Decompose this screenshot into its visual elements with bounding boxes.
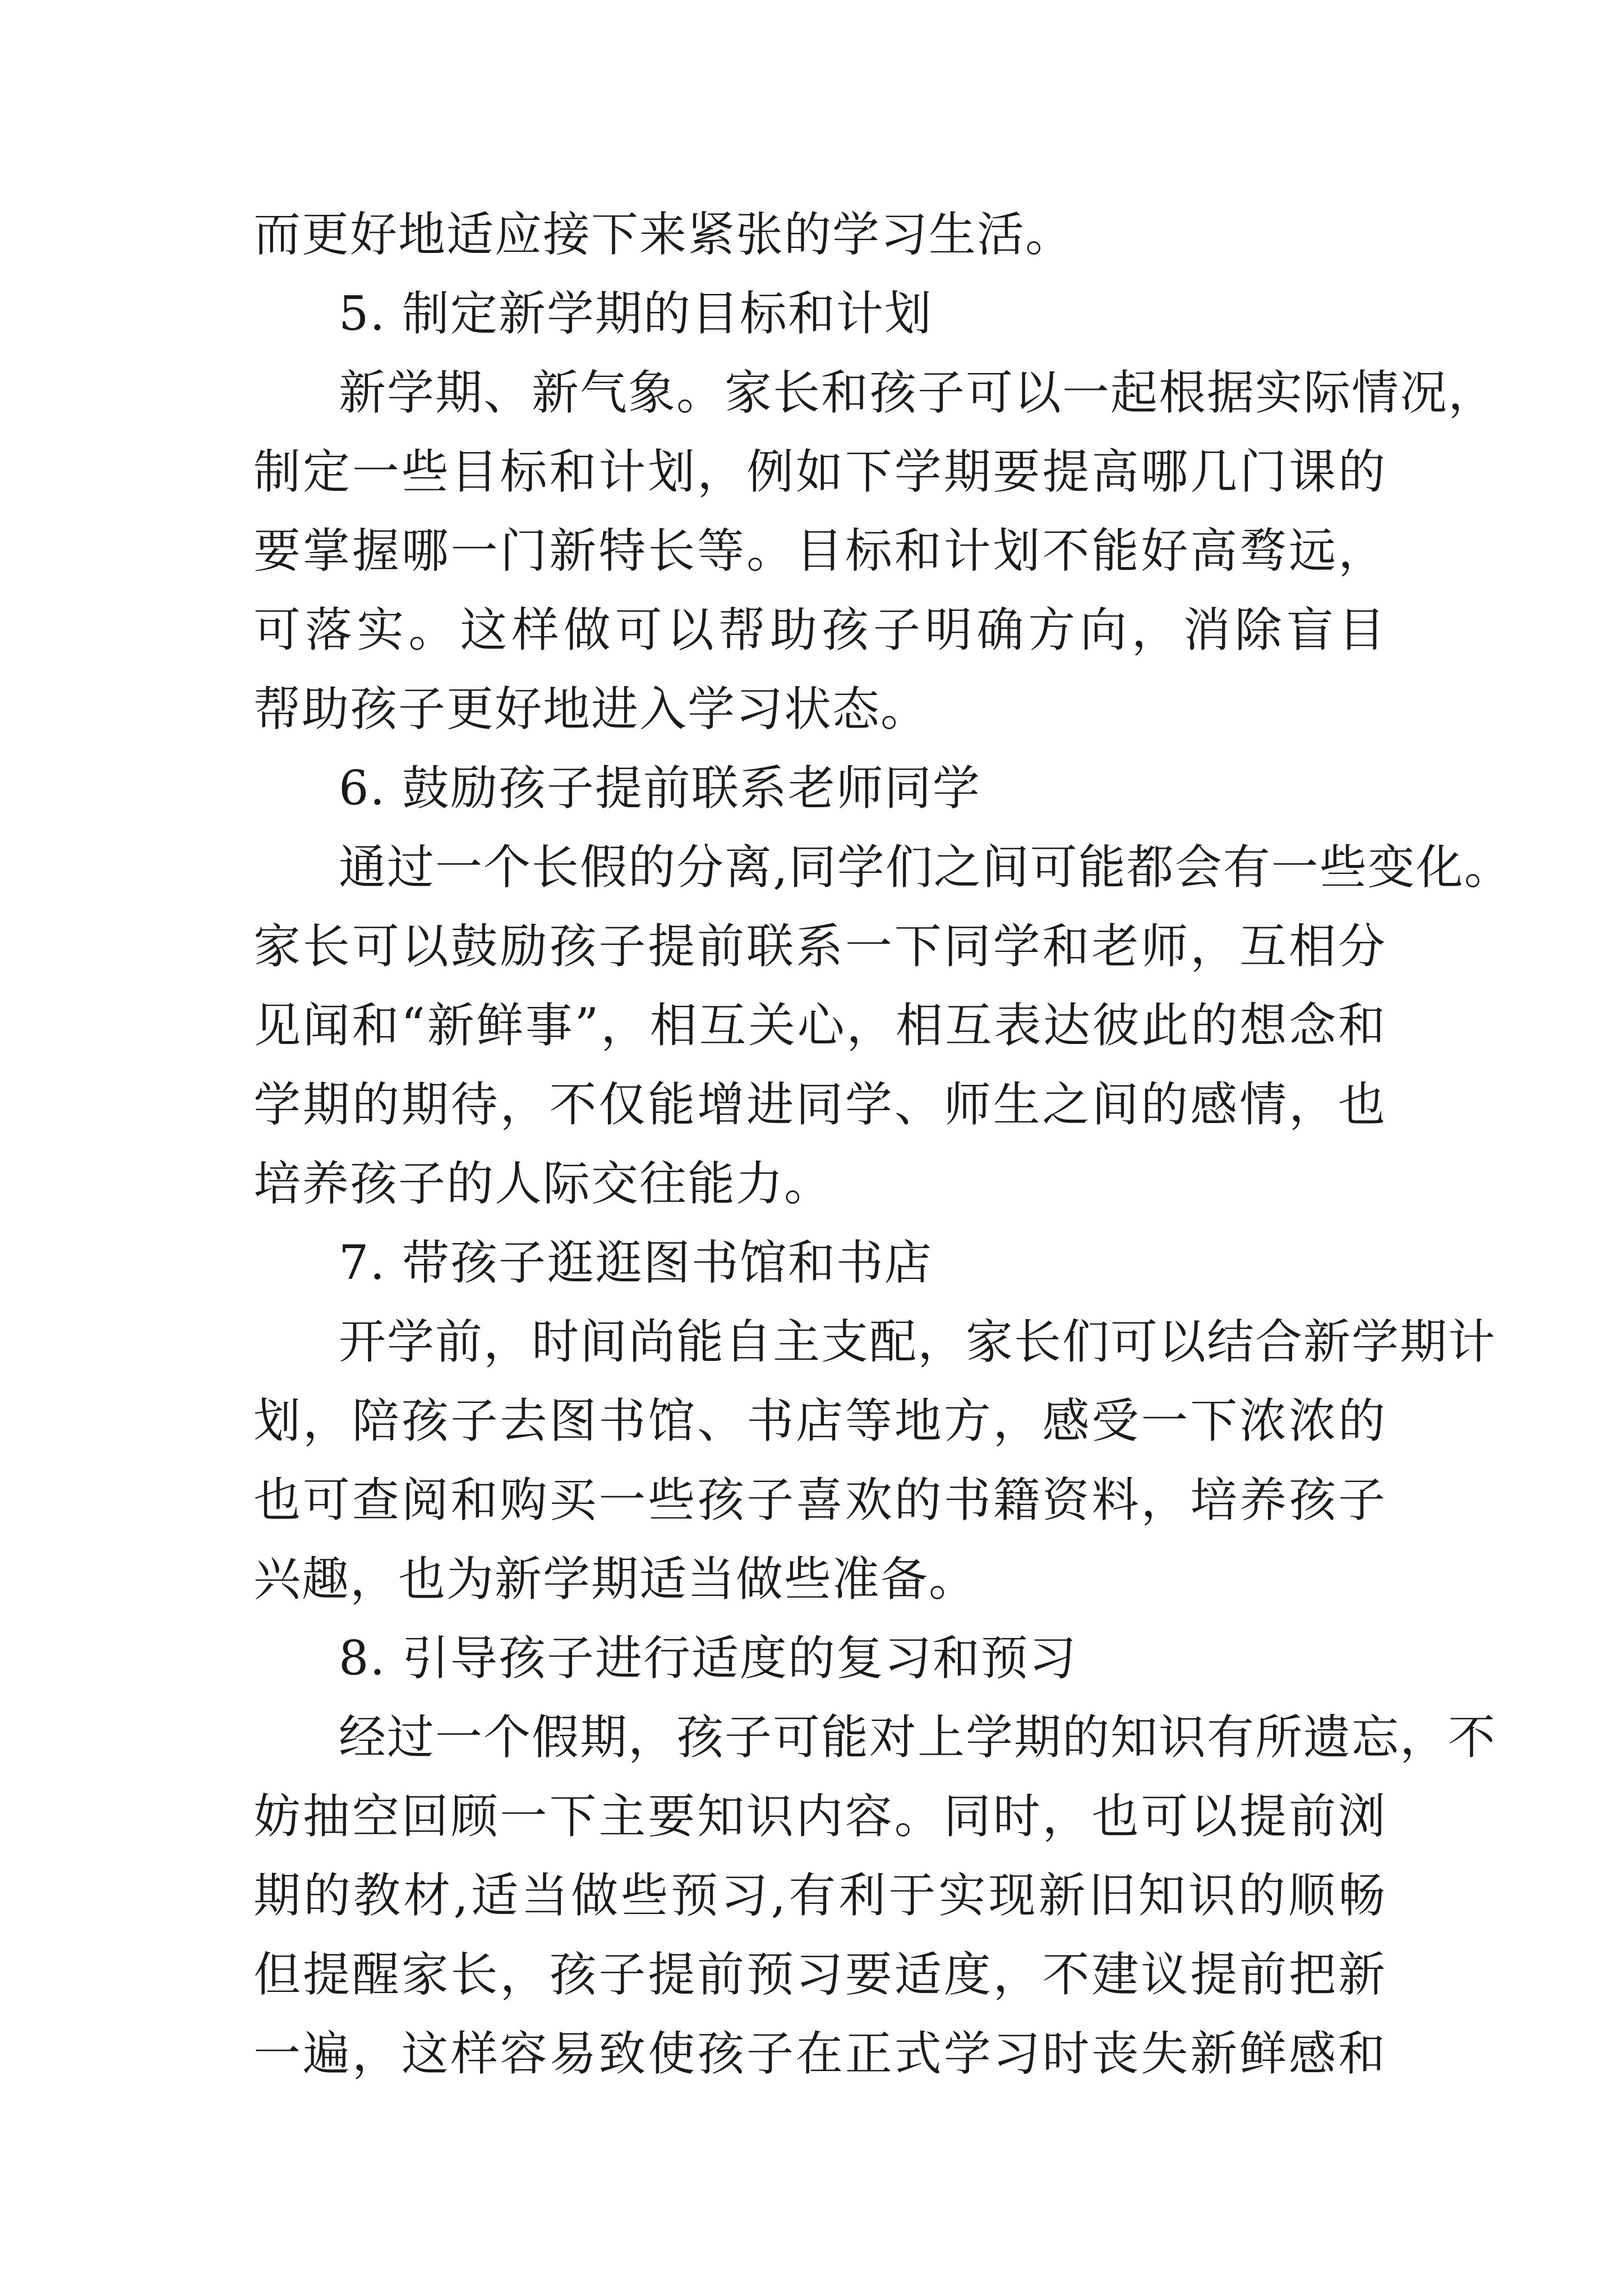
paragraph-line: 经过一个假期，孩子可能对上学期的知识有所遗忘，不 — [339, 1710, 1497, 1765]
paragraph-line: 开学前，时间尚能自主支配，家长们可以结合新学期计 — [339, 1314, 1497, 1369]
section-heading-8: 8. 引导孩子进行适度的复习和预习 — [339, 1631, 1077, 1686]
paragraph-line: 划，陪孩子去图书馆、书店等地方，感受一下浓浓的 — [253, 1393, 1386, 1448]
section-heading-6: 6. 鼓励孩子提前联系老师同学 — [339, 761, 981, 816]
paragraph-line: 帮助孩子更好地进入学习状态。 — [253, 682, 929, 737]
document-body — [253, 195, 1513, 2093]
paragraph-line: 制定一些目标和计划，例如下学期要提高哪几门课的 — [253, 444, 1386, 499]
section-heading-5: 5. 制定新学期的目标和计划 — [339, 286, 933, 341]
paragraph-line: 培养孩子的人际交往能力。 — [253, 1156, 833, 1211]
paragraph-line: 见闻和“新鲜事”，相互关心，相互表达彼此的想念和 — [253, 998, 1386, 1053]
paragraph-line: 妨抽空回顾一下主要知识内容。同时，也可以提前浏 — [253, 1789, 1386, 1844]
paragraph-line: 要掌握哪一门新特长等。目标和计划不能好高骛远， — [253, 523, 1386, 578]
paragraph-line: 一遍，这样容易致使孩子在正式学习时丧失新鲜感和 — [253, 2026, 1386, 2081]
paragraph-line: 兴趣，也为新学期适当做些准备。 — [253, 1552, 978, 1607]
paragraph-line: 通过一个长假的分离,同学们之间可能都会有一些变化。 — [339, 840, 1513, 895]
paragraph-line: 而更好地适应接下来紧张的学习生活。 — [253, 207, 1074, 262]
section-heading-7: 7. 带孩子逛逛图书馆和书店 — [339, 1235, 933, 1290]
paragraph-line: 但提醒家长，孩子提前预习要适度，不建议提前把新 — [253, 1947, 1386, 2002]
paragraph-line: 也可查阅和购买一些孩子喜欢的书籍资料，培养孩子 — [253, 1473, 1386, 1527]
paragraph-line: 可落实。这样做可以帮助孩子明确方向，消除盲目 — [253, 602, 1386, 657]
paragraph-line: 家长可以鼓励孩子提前联系一下同学和老师，互相分 — [253, 919, 1386, 974]
paragraph-line: 期的教材,适当做些预习,有利于实现新旧知识的顺畅 — [253, 1868, 1386, 1923]
paragraph-line: 学期的期待，不仅能增进同学、师生之间的感情，也 — [253, 1077, 1386, 1132]
paragraph-line: 新学期、新气象。家长和孩子可以一起根据实际情况， — [339, 365, 1497, 420]
